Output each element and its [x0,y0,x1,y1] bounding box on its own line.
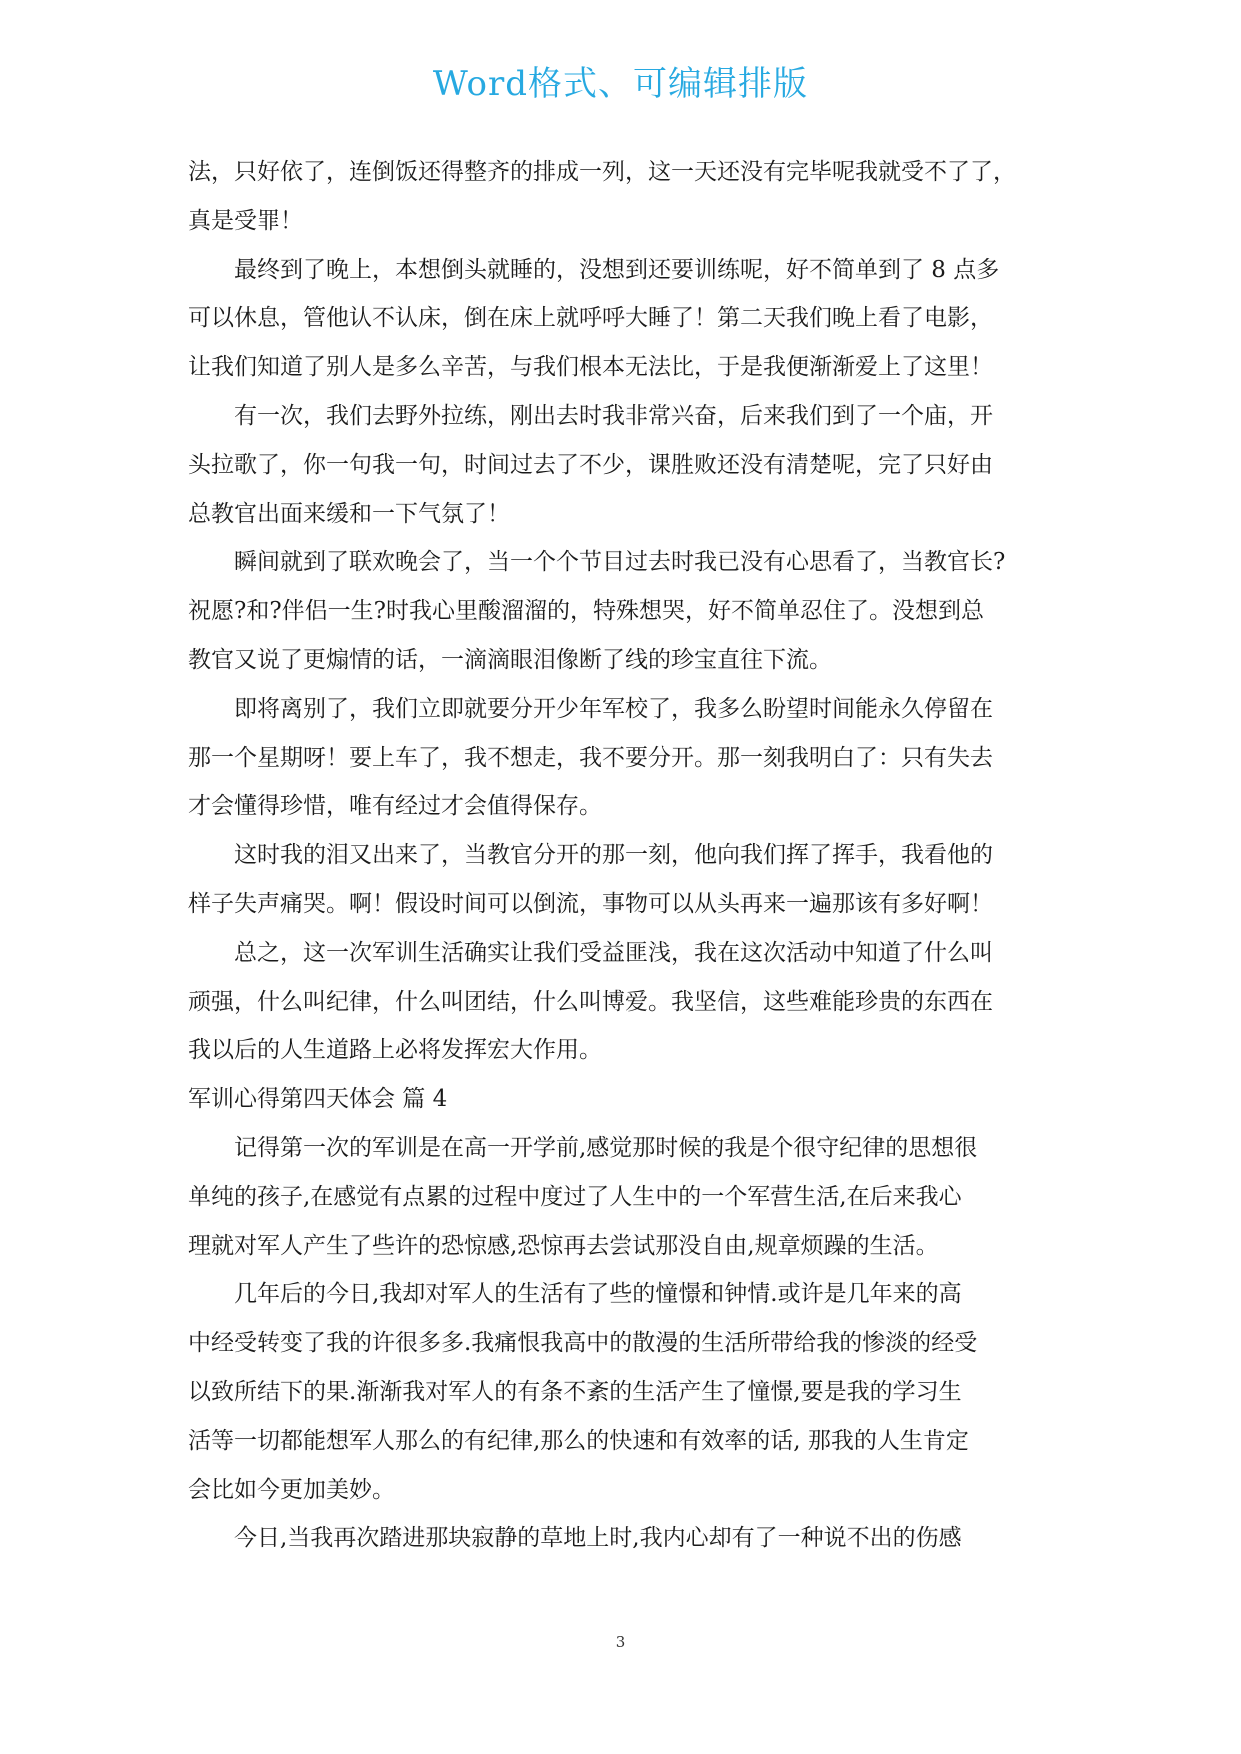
text-line: 样子失声痛哭。啊！假设时间可以倒流，事物可以从头再来一遍那该有多好啊！ [188,890,993,917]
text-line: 会比如今更加美妙。 [188,1476,395,1503]
page-header-title: Word格式、可编辑排版 [432,64,809,104]
text-line: 才会懂得珍惜，唯有经过才会值得保存。 [188,793,602,820]
text-line: 顽强，什么叫纪律，什么叫团结，什么叫博爱。我坚信，这些难能珍贵的东西在 [188,988,993,1015]
page-number: 3 [615,1633,626,1651]
text-line: 让我们知道了别人是多么辛苦，与我们根本无法比，于是我便渐渐爱上了这里！ [188,354,993,381]
text-line: 记得第一次的军训是在高一开学前,感觉那时候的我是个很守纪律的思想很 [188,1134,978,1161]
text-line: 总之，这一次军训生活确实让我们受益匪浅，我在这次活动中知道了什么叫 [188,939,993,966]
section-heading: 军训心得第四天体会 篇 4 [188,1086,448,1113]
text-line: 头拉歌了，你一句我一句，时间过去了不少，课胜败还没有清楚呢，完了只好由 [188,451,993,478]
text-line: 可以休息，管他认不认床，倒在床上就呼呼大睡了！第二天我们晚上看了电影， [188,305,993,332]
text-line: 理就对军人产生了些许的恐惊感,恐惊再去尝试那没自由,规章烦躁的生活。 [188,1232,939,1259]
text-line: 几年后的今日,我却对军人的生活有了些的憧憬和钟情.或许是几年来的高 [188,1281,962,1308]
text-line: 我以后的人生道路上必将发挥宏大作用。 [188,1037,602,1064]
text-line: 单纯的孩子,在感觉有点累的过程中度过了人生中的一个军营生活,在后来我心 [188,1183,962,1210]
text-line: 即将离别了，我们立即就要分开少年军校了，我多么盼望时间能永久停留在 [188,695,993,722]
text-line: 活等一切都能想军人那么的有纪律,那么的快速和有效率的话, 那我的人生肯定 [188,1427,969,1454]
text-line: 最终到了晚上，本想倒头就睡的，没想到还要训练呢，好不简单到了 8 点多 [188,256,1000,283]
text-line: 以致所结下的果.渐渐我对军人的有条不紊的生活产生了憧憬,要是我的学习生 [188,1378,962,1405]
text-line: 总教官出面来缓和一下气氛了！ [188,500,510,527]
document-body [188,148,1054,1563]
text-line: 这时我的泪又出来了，当教官分开的那一刻，他向我们挥了挥手，我看他的 [188,842,993,869]
text-line: 真是受罪！ [188,207,303,234]
text-line: 今日,当我再次踏进那块寂静的草地上时,我内心却有了一种说不出的伤感 [188,1525,962,1552]
text-line: 瞬间就到了联欢晚会了，当一个个节目过去时我已没有心思看了，当教官长? [188,549,1006,576]
text-line: 法，只好依了，连倒饭还得整齐的排成一列，这一天还没有完毕呢我就受不了了， [188,159,1016,185]
text-line: 那一个星期呀！要上车了，我不想走，我不要分开。那一刻我明白了：只有失去 [188,744,993,771]
text-line: 祝愿?和?伴侣一生?时我心里酸溜溜的，特殊想哭，好不简单忍住了。没想到总 [188,598,984,625]
text-line: 有一次，我们去野外拉练，刚出去时我非常兴奋，后来我们到了一个庙，开 [188,402,993,429]
text-line: 中经受转变了我的许很多多.我痛恨我高中的散漫的生活所带给我的惨淡的经受 [188,1330,978,1357]
text-line: 教官又说了更煽情的话，一滴滴眼泪像断了线的珍宝直往下流。 [188,646,832,673]
